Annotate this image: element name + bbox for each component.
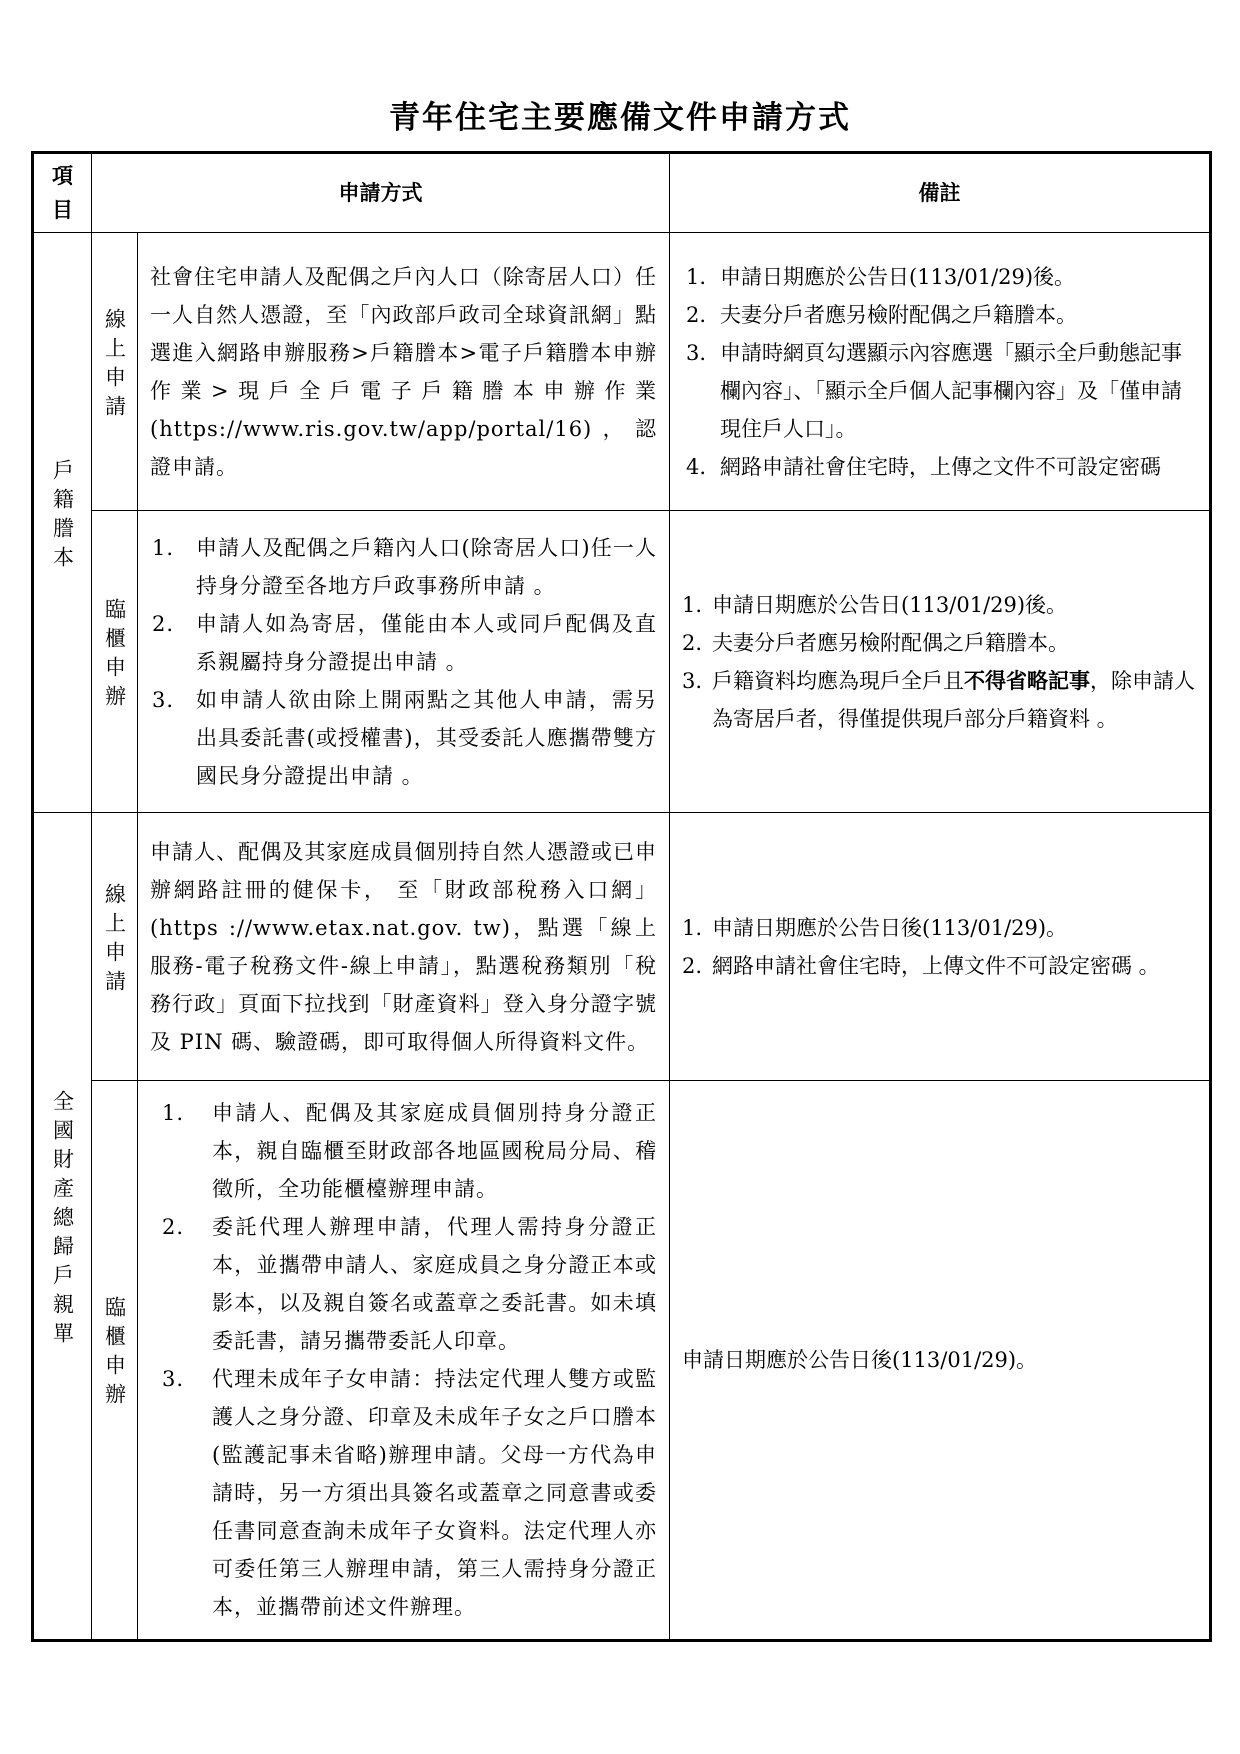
method-cell (138, 813, 670, 1081)
method-text: 社會住宅申請人及配偶之戶內人口（除寄居人口）任一人自然人憑證，至「內政部戶政司全球資訊網」點選進入網路申辦服務>戶籍謄本>電子戶籍謄本申辦作業>現戶全戶電子戶籍謄本申辦作業(https://www.ris.gov.tw/app/portal/16)，認證申請。 (150, 264, 657, 479)
table-row (33, 1081, 1211, 1641)
remark-cell (670, 233, 1211, 511)
document-table (31, 151, 1212, 1642)
header-method: 申請方式 (92, 153, 670, 233)
remark-list (674, 909, 1199, 985)
method-list (144, 529, 657, 795)
page-title: 青年住宅主要應備文件申請方式 (389, 100, 851, 136)
list-item: 3. 申請時網頁勾選顯示內容應選「顯示全戶動態記事欄內容」、「顯示全戶個人記事欄內容」及「僅申請現住戶人口」。 (686, 340, 1182, 441)
list-item: 1. 申請人及配偶之戶籍內人口(除寄居人口)任一人持身分證至各地方戶政事務所申請 。 (152, 535, 657, 598)
remark-text: 申請日期應於公告日後(113/01/29)。 (682, 1348, 1038, 1372)
list-item: 1. 申請日期應於公告日(113/01/29)後。 (682, 592, 1068, 617)
list-item: 1. 申請日期應於公告日(113/01/29)後。 (686, 264, 1076, 289)
type-online: 線上申請 (92, 233, 138, 511)
method-text: 申請人、配偶及其家庭成員個別持自然人憑證或已申辦網路註冊的健保卡， 至「財政部稅務入口網」(https ://www.etax.nat.gov. tw)，點選「線上服務-電子稅務文件-線上申請」，點選稅務類別「稅務行政」頁面下拉找到「財產資料」登入身分證字號及 PIN 碼、驗證碼，即可取得個人所得資料文件。 (150, 839, 657, 1054)
header-item: 項目 (33, 153, 92, 233)
remark-cell (670, 1081, 1211, 1641)
table-row (33, 813, 1211, 1081)
table-header-row (33, 153, 1211, 233)
list-item: 1. 申請日期應於公告日後(113/01/29)。 (682, 915, 1068, 940)
list-item: 1. 申請人、配偶及其家庭成員個別持身分證正本，親自臨櫃至財政部各地區國稅局分局、稽徵所，全功能櫃檯辦理申請。 (162, 1101, 657, 1201)
table-row (33, 233, 1211, 511)
type-counter: 臨櫃申辦 (92, 1081, 138, 1641)
emphasis-text: 不得省略記事 (964, 667, 1090, 693)
list-item: 3. 戶籍資料均應為現戶全戶且不得省略記事，除申請人為寄居戶者，得僅提供現戶部分戶籍資料 。 (682, 667, 1195, 731)
table-row (33, 511, 1211, 813)
item-household-transcript: 戶籍謄本 (33, 233, 92, 813)
list-item: 3. 代理未成年子女申請：持法定代理人雙方或監護人之身分證、印章及未成年子女之戶口謄本(監護記事未省略)辦理申請。父母一方代為申請時，另一方須出具簽名或蓋章之同意書或委任書同意查詢未成年子女資料。法定代理人亦可委任第三人辦理申請，第三人需持身分證正本，並攜帶前述文件辦理。 (162, 1367, 657, 1619)
method-list (150, 1094, 657, 1626)
remark-cell (670, 511, 1211, 813)
list-item: 2. 網路申請社會住宅時，上傳文件不可設定密碼 。 (682, 953, 1160, 978)
list-item: 2. 夫妻分戶者應另檢附配偶之戶籍謄本。 (686, 302, 1077, 327)
method-cell (138, 511, 670, 813)
list-item: 4. 網路申請社會住宅時，上傳之文件不可設定密碼 (686, 454, 1161, 479)
method-cell (138, 233, 670, 511)
remark-list (674, 586, 1199, 738)
list-item: 3. 如申請人欲由除上開兩點之其他人申請，需另出具委託書(或授權書)，其受委託人應攜帶雙方國民身分證提出申請 。 (152, 687, 657, 788)
method-cell (138, 1081, 670, 1641)
type-online: 線上申請 (92, 813, 138, 1081)
remark-list (678, 258, 1199, 486)
list-item: 2. 夫妻分戶者應另檢附配偶之戶籍謄本。 (682, 630, 1069, 655)
header-remark: 備註 (670, 153, 1211, 233)
type-counter: 臨櫃申辦 (92, 511, 138, 813)
list-item: 2. 委託代理人辦理申請，代理人需持身分證正本，並攜帶申請人、家庭成員之身分證正本或影本，以及親自簽名或蓋章之委託書。如未填委託書，請另攜帶委託人印章。 (162, 1215, 657, 1353)
list-item: 2. 申請人如為寄居，僅能由本人或同戶配偶及直系親屬持身分證提出申請 。 (152, 611, 657, 674)
remark-cell (670, 813, 1211, 1081)
item-property-list: 全國財產總歸戶親單 (33, 813, 92, 1641)
